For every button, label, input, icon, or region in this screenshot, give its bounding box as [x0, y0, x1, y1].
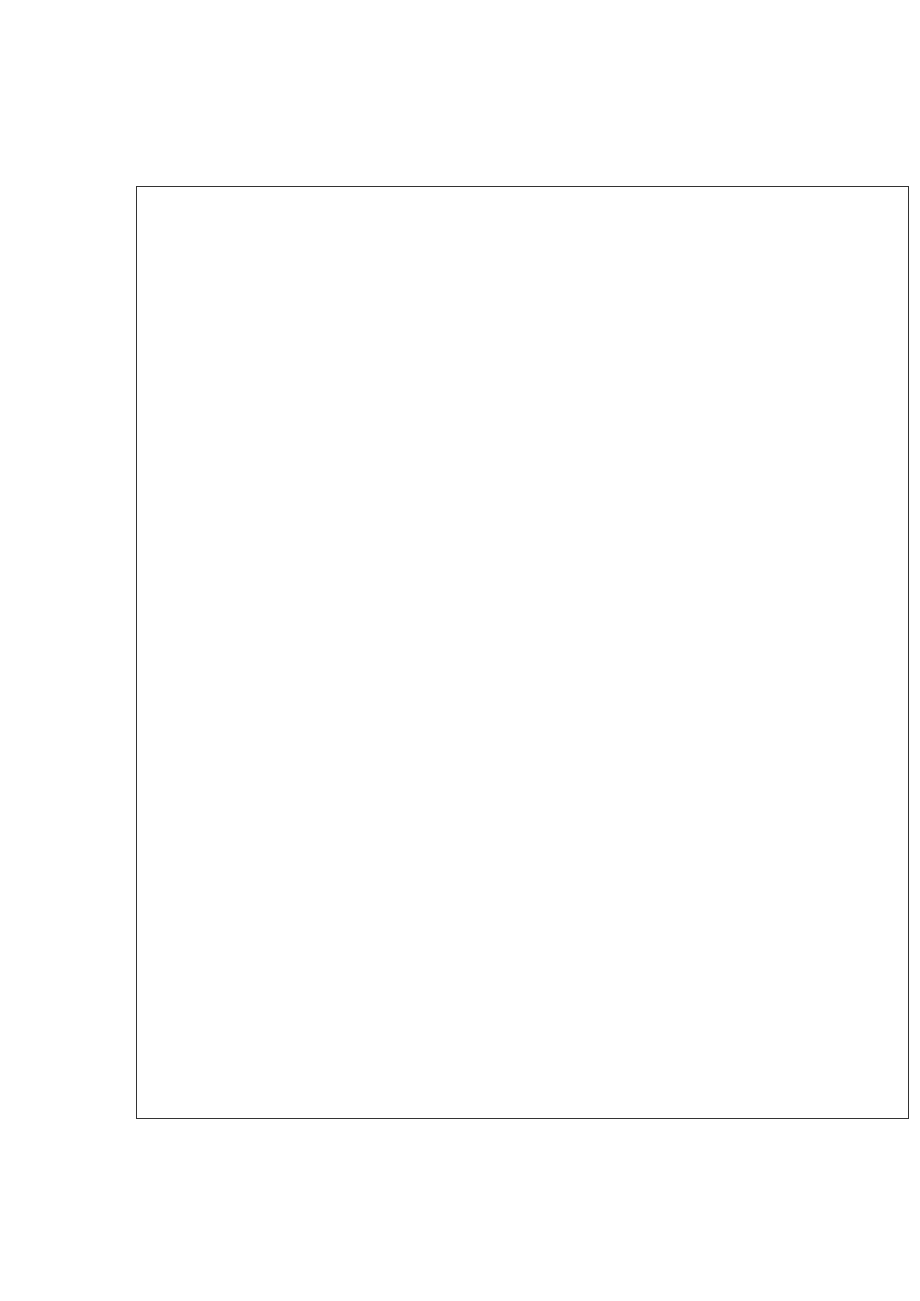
signature-date-integrator — [642, 1034, 682, 1049]
commissioning-unit-field[interactable] — [258, 263, 558, 305]
right-address-header — [694, 466, 818, 503]
control-module-header — [438, 340, 588, 394]
construction-unit-label — [558, 227, 678, 263]
construction-unit-field[interactable] — [678, 227, 909, 263]
construction-owner-field[interactable] — [678, 187, 909, 227]
monitor-module-header — [318, 340, 438, 394]
commissioning-unit-label — [137, 263, 258, 305]
signature-unit-supervision — [137, 1059, 288, 1119]
design-unit-label — [137, 227, 258, 263]
signature-unit-integrator — [137, 1008, 288, 1059]
point-name-header — [137, 340, 318, 394]
sound-light-alarm-header — [818, 340, 909, 394]
project-name-label — [137, 187, 258, 227]
construction-owner-label — [558, 187, 678, 227]
addressable-smoke-detector-header — [694, 340, 818, 394]
test-method-label — [137, 430, 318, 466]
right-device-name-header — [558, 466, 694, 503]
manual-alarm-button-header — [588, 340, 694, 394]
signature-date-supervision — [642, 1094, 682, 1109]
signature-unit-construction — [137, 954, 288, 1008]
loop-number-label — [137, 305, 318, 340]
install-qty-label — [137, 394, 318, 430]
left-device-name-header — [137, 466, 288, 503]
left-conclusion-header — [408, 466, 528, 503]
project-name-field[interactable] — [258, 187, 558, 227]
design-unit-field[interactable] — [258, 227, 558, 263]
right-conclusion-header — [818, 466, 909, 503]
loop-number-field[interactable] — [318, 305, 909, 340]
signature-date-construction — [642, 985, 682, 1000]
left-address-header — [288, 466, 408, 503]
commissioning-date-field[interactable] — [678, 263, 909, 305]
commissioning-date-label — [558, 263, 678, 305]
